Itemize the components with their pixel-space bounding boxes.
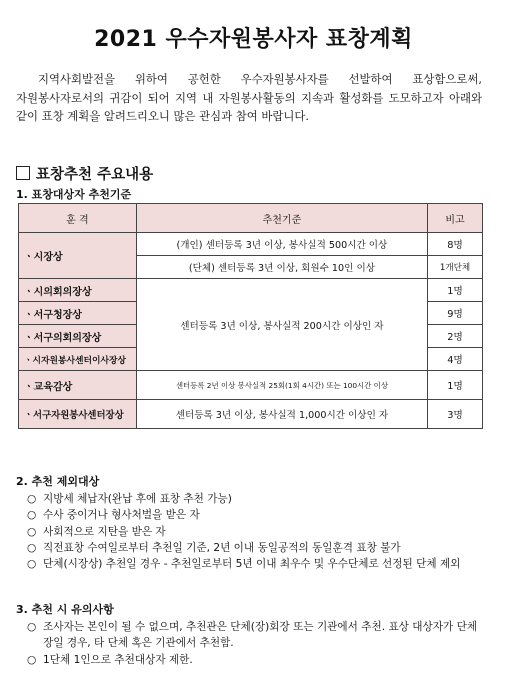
section-heading	[16, 163, 153, 184]
subsection-2-title: 2. 추천 제외대상	[16, 475, 100, 488]
header-note: 비고	[428, 204, 483, 233]
circle-bullet-icon: ○	[27, 621, 37, 634]
award-cell: ㆍ서구자원봉사센터장상	[19, 400, 137, 429]
award-cell: ㆍ시자원봉사센터이사장상	[19, 348, 137, 371]
document-title: 2021 우수자원봉사자 표창계획	[94, 27, 413, 52]
criteria-cell: 센터등록 3년 이상, 봉사실적 1,000시간 이상인 자	[136, 400, 427, 429]
circle-bullet-icon: ○	[27, 541, 37, 554]
award-cell: ㆍ서구의회의장상	[19, 325, 137, 348]
note-cell: 1명	[428, 279, 483, 302]
criteria-cell: 센터등록 2년 이상 봉사실적 25회(1회 4시간) 또는 100시간 이상	[136, 371, 427, 400]
header-criteria: 추천기준	[136, 204, 427, 233]
criteria-cell: (개인) 센터등록 3년 이상, 봉사실적 500시간 이상	[136, 233, 427, 256]
award-cell: ㆍ시장상	[19, 233, 137, 279]
criteria-cell-shared: 센터등록 3년 이상, 봉사실적 200시간 이상인 자	[136, 279, 427, 371]
award-cell: ㆍ서구청장상	[19, 302, 137, 325]
list-item: ○ 조사자는 본인이 될 수 없으며, 추천관은 단체(장)회장 또는 기관에서 추천. 표상 대상자가 단체장일 경우, 타 단체 혹은 기관에서 추천함.	[27, 621, 478, 650]
circle-bullet-icon: ○	[27, 525, 37, 538]
note-cell: 4명	[428, 348, 483, 371]
table-row	[19, 400, 483, 429]
intro-paragraph: 지역사회발전을 위하여 공헌한 우수자원봉사자를 선발하여 표상함으로써, 자원봉사자로서의 귀감이 되어 지역 내 자원봉사활동의 지속과 활성화를 도모하고자 아래와 같이 표창 계획을 알려드리오니 많은 관심과 참여 바랍니다.	[16, 72, 482, 123]
circle-bullet-icon: ○	[27, 653, 37, 666]
caution-list	[16, 602, 486, 668]
list-item: ○ 1단체 1인으로 추천대상자 제한.	[16, 652, 486, 668]
award-cell: ㆍ시의회의장상	[19, 279, 137, 302]
note-cell: 9명	[428, 302, 483, 325]
list-item: ○ 지방세 체납자(완납 후에 표창 추천 가능)	[16, 491, 486, 507]
subsection-1-title: 1. 표창대상자 추천기준	[16, 188, 132, 201]
table-row	[19, 279, 483, 302]
circle-bullet-icon: ○	[27, 509, 37, 522]
exclusion-list	[16, 474, 486, 572]
table-row	[19, 371, 483, 400]
table-header-row	[19, 204, 483, 233]
table-row	[19, 233, 483, 256]
award-cell: ㆍ교육감상	[19, 371, 137, 400]
criteria-cell: (단체) 센터등록 3년 이상, 회원수 10인 이상	[136, 256, 427, 279]
list-item: ○ 사회적으로 지탄을 받은 자	[16, 524, 486, 540]
checkbox-square-icon	[16, 166, 30, 180]
subsection-3-title: 3. 추천 시 유의사항	[16, 603, 114, 616]
note-cell: 1개단체	[428, 256, 483, 279]
header-award: 훈 격	[19, 204, 137, 233]
section-heading-text: 표창추천 주요내용	[36, 167, 154, 183]
note-cell: 2명	[428, 325, 483, 348]
note-cell: 8명	[428, 233, 483, 256]
note-cell: 1명	[428, 371, 483, 400]
circle-bullet-icon: ○	[27, 493, 37, 506]
circle-bullet-icon: ○	[27, 558, 37, 571]
list-item: ○ 직전표창 수여일로부터 추천일 기준, 2년 이내 동일공적의 동일훈격 표창 불가	[16, 540, 486, 556]
list-item: ○ 단체(시장상) 추천일 경우 - 추천일로부터 5년 이내 최우수 및 우수단체로 선정된 단체 제외	[16, 556, 486, 572]
criteria-table	[18, 203, 483, 429]
list-item: ○ 수사 중이거나 형사처벌을 받은 자	[16, 507, 486, 523]
note-cell: 3명	[428, 400, 483, 429]
